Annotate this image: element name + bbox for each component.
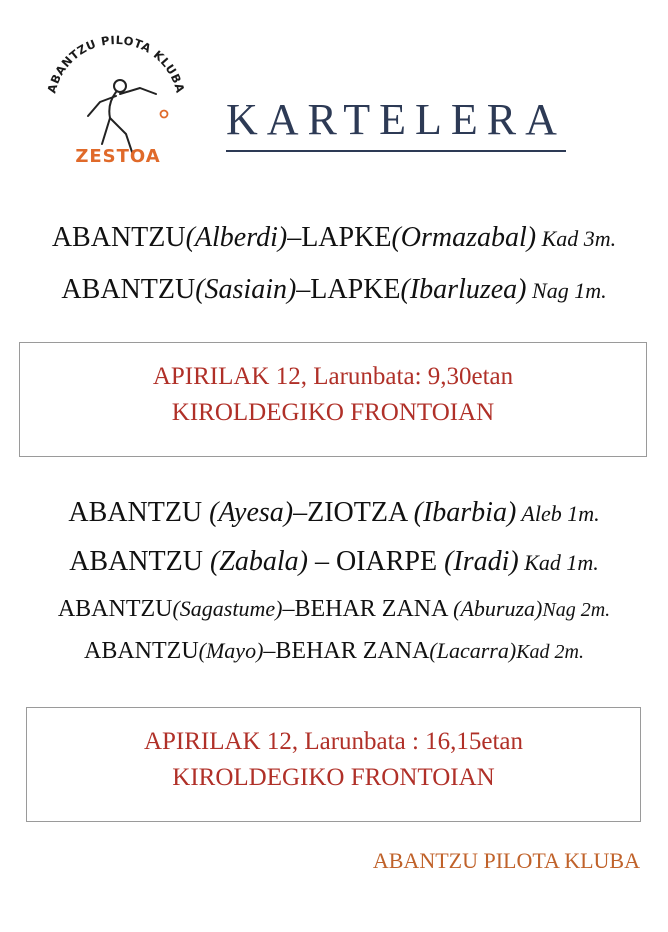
match-line: ABANTZU (Ayesa)–ZIOTZA (Ibarbia) Aleb 1m. [68,497,600,528]
ball-icon [161,111,168,118]
schedule-box [26,707,641,822]
logo-town: ZESTOA [75,146,161,167]
svg-text:ABANTZU PILOTA KLUBA [44,34,187,95]
page-title: KARTELERA [226,96,566,152]
footer-club-name: ABANTZU PILOTA KLUBA [372,848,640,873]
match-line: ABANTZU(Alberdi)–LAPKE(Ormazabal) Kad 3m. [51,222,617,253]
match-line: ABANTZU(Sagastume)–BEHAR ZANA (Aburuza)Nag 2m. [57,596,611,622]
schedule-venue: KIROLDEGIKO FRONTOIAN [172,764,495,791]
match-line: ABANTZU (Zabala) – OIARPE (Iradi) Kad 1m. [69,546,599,577]
schedule-date: APIRILAK 12, Larunbata: 9,30etan [152,363,514,390]
match-line: ABANTZU(Mayo)–BEHAR ZANA(Lacarra)Kad 2m. [84,638,584,664]
match-line: ABANTZU(Sasiain)–LAPKE(Ibarluzea) Nag 1m. [61,274,607,305]
schedule-box [19,342,647,457]
schedule-venue: KIROLDEGIKO FRONTOIAN [171,399,495,426]
logo-arc-text: ABANTZU PILOTA KLUBA [44,34,188,95]
schedule-date: APIRILAK 12, Larunbata : 16,15etan [143,728,524,755]
